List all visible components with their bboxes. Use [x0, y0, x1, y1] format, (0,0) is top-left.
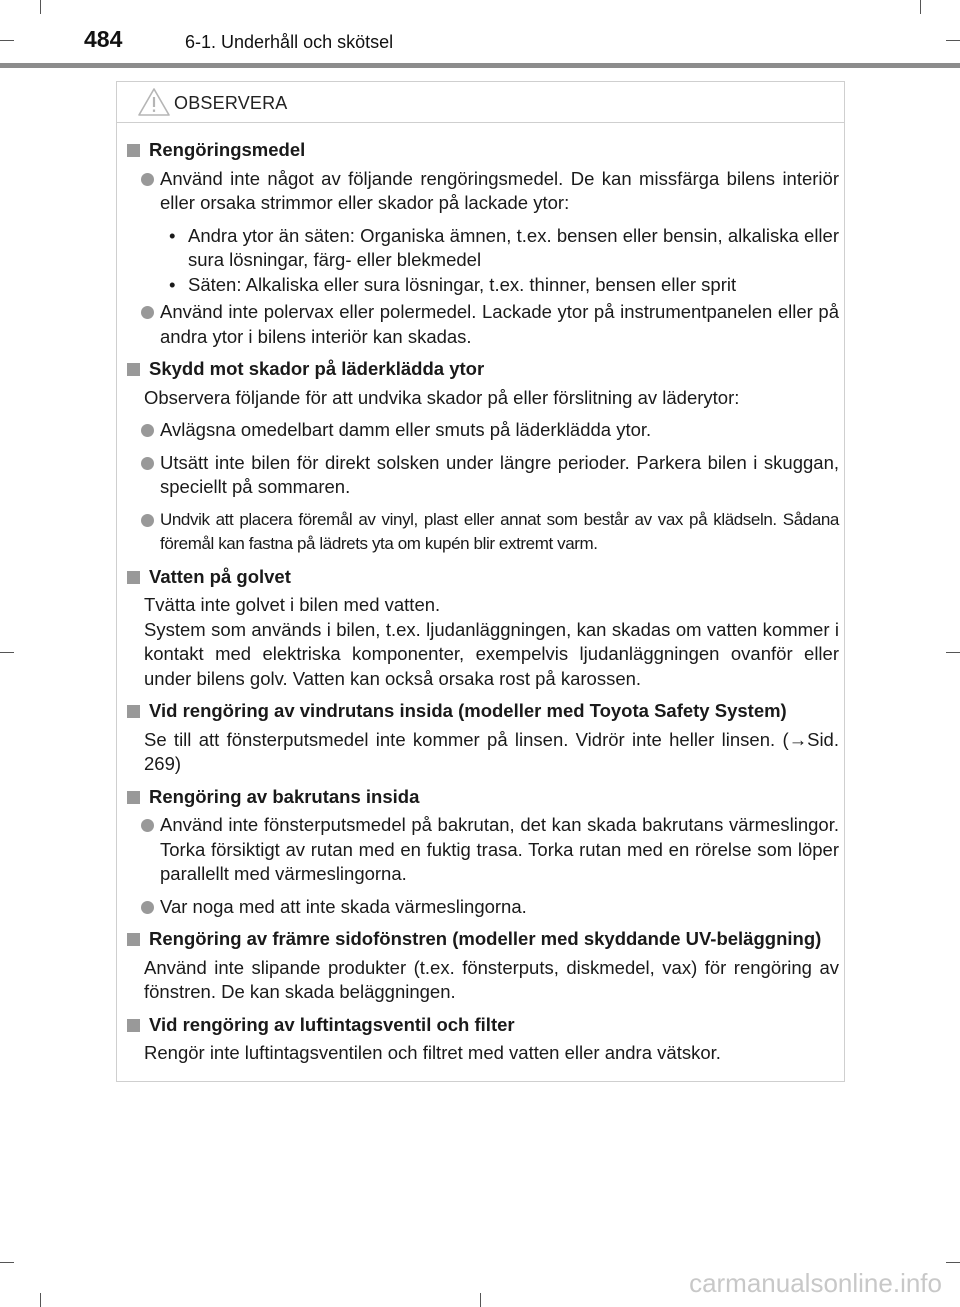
crop-mark — [946, 652, 960, 653]
section-title: Vid rengöring av luftintagsventil och filter — [127, 1013, 839, 1038]
crop-mark — [0, 652, 14, 653]
watermark: carmanualsonline.info — [689, 1268, 942, 1298]
sub-list-item: • Säten: Alkaliska eller sura lösningar, t.ex. thinner, bensen eller sprit — [169, 273, 737, 295]
section-title: Skydd mot skador på läderklädda ytor — [127, 357, 839, 382]
crop-mark — [0, 1262, 14, 1263]
paragraph: Observera följande för att undvika skador på eller förslitning av läderytor: — [144, 386, 740, 408]
section-title: Vatten på golvet — [127, 565, 839, 590]
square-bullet-icon — [127, 144, 140, 157]
square-bullet-icon — [127, 571, 140, 584]
page-header — [0, 0, 960, 72]
square-bullet-icon — [127, 705, 140, 718]
square-bullet-icon — [127, 363, 140, 376]
list-item: Var noga med att inte skada värmeslingorna. — [127, 895, 839, 920]
list-item: Utsätt inte bilen för direkt solsken under längre perioder. Parkera bilen i skuggan, speciellt på sommaren. — [127, 451, 839, 500]
warning-triangle-icon — [137, 87, 171, 117]
header-divider — [0, 63, 960, 68]
crop-mark — [40, 1293, 41, 1307]
square-bullet-icon — [127, 933, 140, 946]
circle-bullet-icon — [141, 173, 154, 186]
circle-bullet-icon — [141, 424, 154, 437]
circle-bullet-icon — [141, 819, 154, 832]
list-item: Använd inte fönsterputsmedel på bakrutan, det kan skada bakrutans värmeslingor. Torka försiktigt av rutan med en fuktig trasa. Torka rutan med en rörelse som löper parallellt med värmeslingorna. — [127, 813, 839, 887]
crop-mark — [946, 1262, 960, 1263]
caution-box — [116, 81, 845, 1082]
chapter-title: 6-1. Underhåll och skötsel — [185, 32, 394, 52]
square-bullet-icon — [127, 1019, 140, 1032]
circle-bullet-icon — [141, 901, 154, 914]
caution-header — [117, 82, 844, 123]
paragraph: Använd inte slipande produkter (t.ex. fönsterputs, diskmedel, vax) för rengöring av fönstren. De kan skada beläggningen. — [144, 956, 839, 1002]
section-title: Rengöringsmedel — [127, 138, 839, 163]
list-item: Avlägsna omedelbart damm eller smuts på läderklädda ytor. — [127, 418, 839, 443]
section-title: Rengöring av främre sidofönstren (modeller med skyddande UV-beläggning) — [127, 927, 839, 952]
caution-title: OBSERVERA — [174, 93, 288, 113]
list-item: Använd inte polervax eller polermedel. Lackade ytor på instrumentpanelen eller på andra ytor i bilens interiör kan skadas. — [127, 300, 839, 349]
sub-list-item: • Andra ytor än säten: Organiska ämnen, t.ex. bensen eller bensin, alkaliska eller sura lösningar, färg- eller blekmedel — [169, 224, 839, 270]
list-item: Undvik att placera föremål av vinyl, plast eller annat som består av vax på klädseln. Sådana föremål kan fastna på lädrets yta om kupén blir extremt varm. — [127, 508, 839, 557]
list-item: Använd inte något av följande rengöringsmedel. De kan missfärga bilens interiör eller orsaka strimmor eller skador på lackade ytor: — [127, 167, 839, 216]
paragraph: Se till att fönsterputsmedel inte kommer på linsen. Vidrör inte heller linsen. (→Sid. 269) — [144, 728, 839, 774]
circle-bullet-icon — [141, 457, 154, 470]
page-number: 484 — [84, 26, 123, 52]
caution-content — [127, 138, 839, 1074]
circle-bullet-icon — [141, 514, 154, 527]
paragraph: Rengör inte luftintagsventilen och filtret med vatten eller andra vätskor. — [144, 1042, 721, 1063]
section-title: Vid rengöring av vindrutans insida (modeller med Toyota Safety System) — [127, 699, 839, 724]
crop-mark — [480, 1293, 481, 1307]
circle-bullet-icon — [141, 306, 154, 319]
paragraph: System som används i bilen, t.ex. ljudanläggningen, kan skadas om vatten kommer i kontakt med elektriska komponenter, exempelvis ljudanläggningen ovanför eller under bilens golv. Vatten kan också orsaka rost på karossen. — [144, 618, 839, 689]
paragraph: Tvätta inte golvet i bilen med vatten. — [144, 594, 441, 615]
section-title: Rengöring av bakrutans insida — [127, 785, 839, 810]
square-bullet-icon — [127, 791, 140, 804]
